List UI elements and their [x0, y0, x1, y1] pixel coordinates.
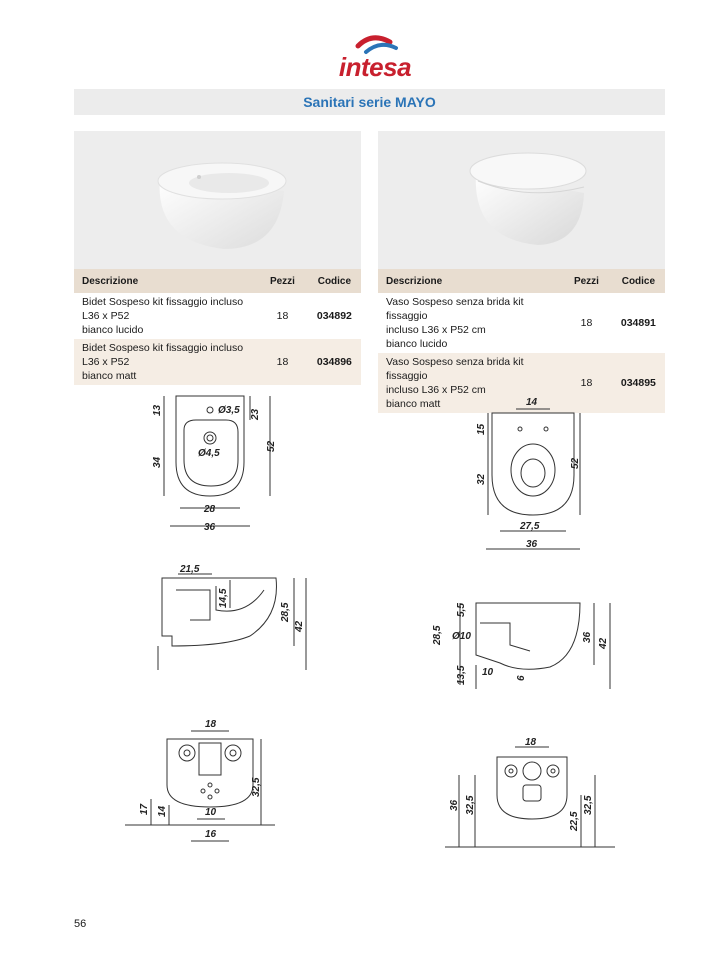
svg-text:36: 36 [526, 539, 538, 550]
row-qty: 18 [561, 353, 612, 413]
header-codice: Codice [308, 269, 361, 293]
svg-text:13: 13 [152, 404, 163, 416]
row-code: 034896 [308, 339, 361, 385]
svg-text:14: 14 [526, 397, 538, 408]
wc-image [378, 131, 665, 269]
row-code: 034895 [612, 353, 665, 413]
svg-text:42: 42 [598, 637, 609, 649]
svg-text:16: 16 [205, 829, 217, 840]
header-codice: Codice [612, 269, 665, 293]
row-description: Vaso Sospeso senza brida kit fissaggio incluso L36 x P52 cm bianco lucido [378, 293, 561, 353]
page-title: Sanitari serie MAYO [303, 94, 436, 110]
svg-text:34: 34 [152, 456, 163, 468]
bidet-photo [74, 131, 361, 269]
wc-back-drawing [445, 735, 615, 855]
row-qty: 18 [257, 293, 308, 339]
page-number: 56 [74, 918, 87, 930]
brand-name: intesa [338, 52, 412, 82]
header-pezzi: Pezzi [257, 269, 308, 293]
row-description: Bidet Sospeso kit fissaggio incluso L36 x P52 bianco lucido [74, 293, 257, 339]
svg-text:52: 52 [570, 457, 581, 469]
table-row [74, 339, 361, 385]
svg-text:5,5: 5,5 [456, 603, 467, 617]
svg-text:22,5: 22,5 [569, 811, 580, 831]
svg-text:14: 14 [157, 805, 168, 817]
wc-side-drawing [430, 595, 620, 695]
svg-text:18: 18 [205, 719, 217, 730]
row-qty: 18 [561, 293, 612, 353]
svg-text:18: 18 [525, 737, 537, 748]
svg-text:Ø10: Ø10 [452, 631, 471, 642]
svg-text:10: 10 [482, 667, 494, 678]
bidet-top-drawing [140, 390, 300, 550]
svg-text:17: 17 [139, 803, 150, 815]
table-row [74, 293, 361, 339]
svg-text:36: 36 [204, 522, 216, 533]
svg-text:15: 15 [476, 423, 487, 435]
svg-text:Ø4,5: Ø4,5 [198, 448, 220, 459]
svg-text:23: 23 [250, 408, 261, 420]
svg-text:28,5: 28,5 [280, 602, 291, 622]
header-pezzi: Pezzi [561, 269, 612, 293]
bidet-image [74, 131, 361, 269]
svg-text:Ø3,5: Ø3,5 [218, 405, 240, 416]
row-qty: 18 [257, 339, 308, 385]
svg-text:13,5: 13,5 [456, 665, 467, 685]
row-description: Bidet Sospeso kit fissaggio incluso L36 x P52 bianco matt [74, 339, 257, 385]
table-row [378, 293, 665, 353]
wc-table [378, 269, 665, 413]
svg-text:28,5: 28,5 [432, 625, 443, 645]
bidet-back-drawing [125, 715, 275, 845]
svg-text:32,5: 32,5 [465, 795, 476, 815]
svg-text:27,5: 27,5 [520, 521, 540, 532]
svg-text:32,5: 32,5 [251, 777, 262, 797]
svg-text:36: 36 [582, 631, 593, 643]
header-descrizione: Descrizione [378, 269, 561, 293]
wc-photo [378, 131, 665, 269]
row-description: Vaso Sospeso senza brida kit fissaggio incluso L36 x P52 cm bianco matt [378, 353, 561, 413]
wc-top-drawing [470, 395, 610, 555]
svg-text:10: 10 [205, 807, 217, 818]
svg-text:21,5: 21,5 [180, 564, 200, 575]
svg-text:14,5: 14,5 [218, 588, 229, 608]
title-bar [74, 89, 665, 115]
svg-text:42: 42 [294, 620, 305, 632]
svg-text:32,5: 32,5 [583, 795, 594, 815]
brand-logo [320, 30, 430, 90]
header-descrizione: Descrizione [74, 269, 257, 293]
svg-text:36: 36 [449, 799, 460, 811]
svg-text:6: 6 [516, 675, 527, 681]
svg-text:32: 32 [476, 473, 487, 485]
svg-text:28: 28 [204, 504, 216, 515]
bidet-table [74, 269, 361, 385]
bidet-side-drawing [150, 560, 310, 675]
svg-text:52: 52 [266, 440, 277, 452]
row-code: 034892 [308, 293, 361, 339]
row-code: 034891 [612, 293, 665, 353]
